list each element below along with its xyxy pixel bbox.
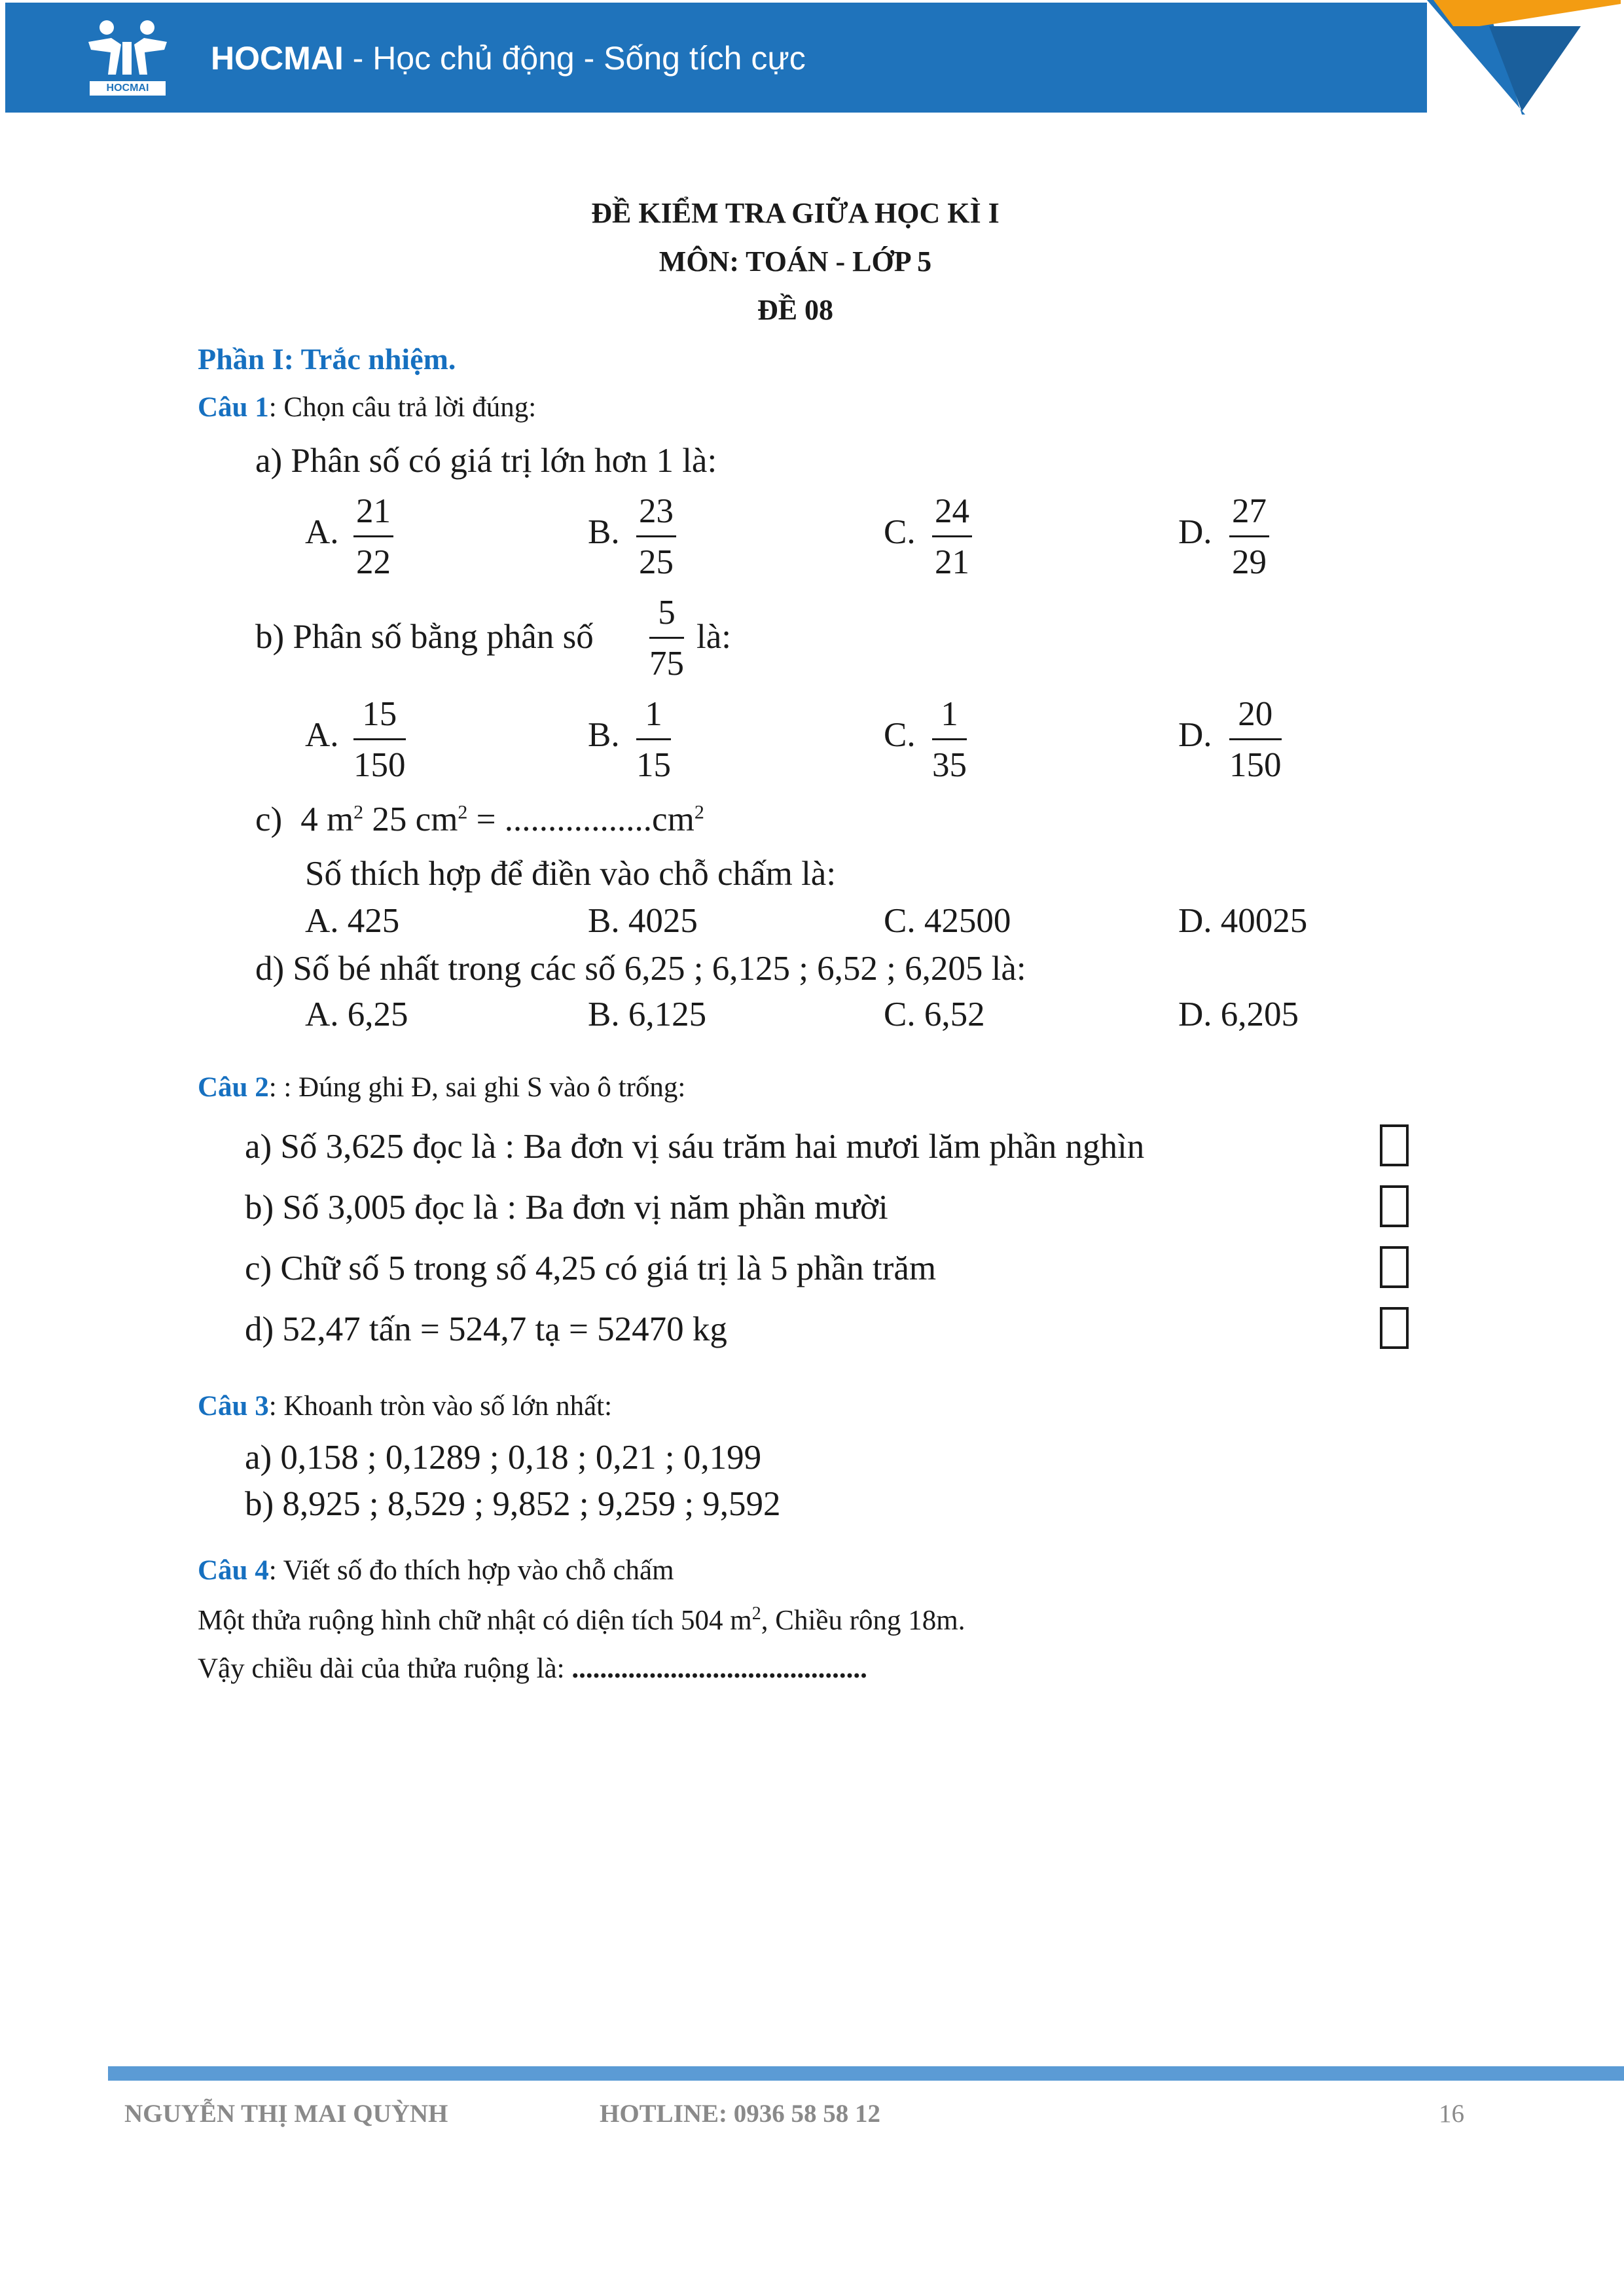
denominator: 150 [353, 746, 406, 784]
q2-heading [198, 1071, 685, 1103]
q2-label: Câu 2 [198, 1072, 269, 1103]
q2-item-d: d) 52,47 tấn = 524,7 tạ = 52470 kg [245, 1310, 727, 1348]
numerator: 1 [932, 697, 967, 740]
denominator: 150 [1229, 746, 1282, 784]
q3-item-a[interactable]: a) 0,158 ; 0,1289 ; 0,18 ; 0,21 ; 0,199 [245, 1439, 762, 1477]
brand-slogan [211, 39, 806, 77]
corner-shape [1427, 0, 1624, 115]
q4-answer-line [198, 1653, 867, 1685]
footer-author: NGUYỄN THỊ MAI QUỲNH [124, 2100, 448, 2128]
brand-name: HOCMAI [211, 40, 344, 77]
q2-answer-box-d[interactable] [1380, 1307, 1409, 1349]
q1a-stem: a) Phân số có giá trị lớn hơn 1 là: [255, 442, 717, 480]
q1c-option-b[interactable]: B. 4025 [588, 902, 698, 940]
q1a-option-b-letter: B. [588, 513, 620, 551]
footer-hotline: HOTLINE: 0936 58 58 12 [600, 2100, 881, 2128]
q3-label: Câu 3 [198, 1391, 269, 1422]
q1b-stem-end: là: [696, 618, 731, 656]
q1a-option-c-fraction[interactable] [932, 494, 972, 580]
hocmai-logo[interactable] [82, 16, 173, 97]
q1a-option-b-fraction[interactable] [636, 494, 676, 580]
numerator: 23 [636, 494, 676, 537]
page-number: 16 [1439, 2100, 1464, 2128]
q4-line2: Vậy chiều dài của thửa ruộng là: [198, 1653, 572, 1684]
q1c-prefix: c) [255, 800, 283, 838]
numerator: 27 [1229, 494, 1269, 537]
q4-prompt: : Viết số đo thích hợp vào chỗ chấm [268, 1555, 674, 1586]
denominator: 22 [356, 543, 391, 581]
q1b-option-d-fraction[interactable] [1229, 697, 1282, 783]
q3-item-b[interactable]: b) 8,925 ; 8,529 ; 9,852 ; 9,259 ; 9,592 [245, 1485, 781, 1523]
q3-heading [198, 1390, 612, 1422]
q4-label: Câu 4 [198, 1555, 269, 1586]
part1-heading: Phần I: Trắc nhiệm. [198, 342, 456, 376]
q1c-option-a[interactable]: A. 425 [305, 902, 400, 940]
q2-item-b: b) Số 3,005 đọc là : Ba đơn vị năm phần mười [245, 1189, 888, 1227]
q1b-option-c-letter: C. [884, 716, 916, 754]
q1d-stem: d) Số bé nhất trong các số 6,25 ; 6,125 ; 6,52 ; 6,205 là: [255, 950, 1026, 988]
numerator: 5 [649, 596, 684, 639]
q1c-exponent-3: 2 [694, 801, 704, 823]
q4-exponent: 2 [751, 1604, 761, 1624]
q4-answer-blank[interactable]: .......................................... [571, 1653, 867, 1684]
q1b-option-c-fraction[interactable] [932, 697, 967, 783]
numerator: 1 [636, 697, 671, 740]
q1c-exponent-2: 2 [458, 801, 468, 823]
numerator: 21 [353, 494, 393, 537]
q4-heading [198, 1554, 674, 1587]
q1-heading [198, 391, 536, 423]
q1b-option-b-fraction[interactable] [636, 697, 671, 783]
denominator: 15 [636, 746, 671, 784]
q2-item-c: c) Chữ số 5 trong số 4,25 có giá trị là 5 phần trăm [245, 1249, 937, 1287]
q1a-option-d-fraction[interactable] [1229, 494, 1269, 580]
q4-line1-end: , Chiều rông 18m. [761, 1605, 965, 1636]
denominator: 35 [932, 746, 967, 784]
q1b-stem-start: b) Phân số bằng phân số [255, 618, 594, 656]
q2-item-a: a) Số 3,625 đọc là : Ba đơn vị sáu trăm hai mươi lăm phần nghìn [245, 1128, 1145, 1166]
q1-prompt: : Chọn câu trả lời đúng: [268, 392, 537, 423]
q1c-centimeters: 25 cm [363, 800, 458, 838]
q1d-option-c[interactable]: C. 6,52 [884, 996, 985, 1033]
numerator: 15 [353, 697, 406, 740]
q1c-meters: 4 m [300, 800, 354, 838]
numerator: 24 [932, 494, 972, 537]
denominator: 75 [649, 645, 684, 683]
q1d-option-a[interactable]: A. 6,25 [305, 996, 408, 1033]
q1c-option-d[interactable]: D. 40025 [1178, 902, 1308, 940]
q1d-option-d[interactable]: D. 6,205 [1178, 996, 1299, 1033]
q1b-option-a-fraction[interactable] [353, 697, 406, 783]
numerator: 20 [1229, 697, 1282, 740]
q4-problem-line [198, 1604, 965, 1636]
q2-prompt: : : Đúng ghi Đ, sai ghi S vào ô trống: [268, 1072, 686, 1103]
exam-title: ĐỀ KIỂM TRA GIỮA HỌC KÌ I [591, 197, 1000, 229]
denominator: 29 [1232, 543, 1267, 581]
q2-answer-box-a[interactable] [1380, 1124, 1409, 1166]
q2-answer-box-b[interactable] [1380, 1185, 1409, 1227]
q1b-reference-fraction [649, 596, 684, 681]
q1b-option-a-letter: A. [305, 716, 339, 754]
q1c-exponent-1: 2 [353, 801, 364, 823]
q1a-option-d-letter: D. [1178, 513, 1212, 551]
slogan: - Học chủ động - Sống tích cực [343, 40, 806, 77]
denominator: 25 [639, 543, 674, 581]
denominator: 21 [935, 543, 969, 581]
q1b-option-b-letter: B. [588, 716, 620, 754]
footer-bar [108, 2066, 1624, 2081]
q1-label: Câu 1 [198, 392, 269, 423]
q1b-option-d-letter: D. [1178, 716, 1212, 754]
subject-title: MÔN: TOÁN - LỚP 5 [659, 245, 932, 278]
q1c-instruction: Số thích hợp để điền vào chỗ chấm là: [305, 855, 837, 893]
q1c-expression [255, 800, 704, 839]
q1d-option-b[interactable]: B. 6,125 [588, 996, 707, 1033]
q1c-blank[interactable]: = .................cm [467, 800, 695, 838]
q4-line1: Một thửa ruộng hình chữ nhật có diện tích 504 m [198, 1605, 752, 1636]
q1a-option-a-fraction[interactable] [353, 494, 393, 580]
header-corner [1427, 0, 1624, 115]
exam-number: ĐỀ 08 [757, 294, 834, 326]
q3-prompt: : Khoanh tròn vào số lớn nhất: [268, 1391, 613, 1422]
logo-text: HOCMAI [106, 82, 149, 94]
q1a-option-c-letter: C. [884, 513, 916, 551]
q1c-option-c[interactable]: C. 42500 [884, 902, 1011, 940]
q2-answer-box-c[interactable] [1380, 1246, 1409, 1288]
q1a-option-a-letter: A. [305, 513, 339, 551]
